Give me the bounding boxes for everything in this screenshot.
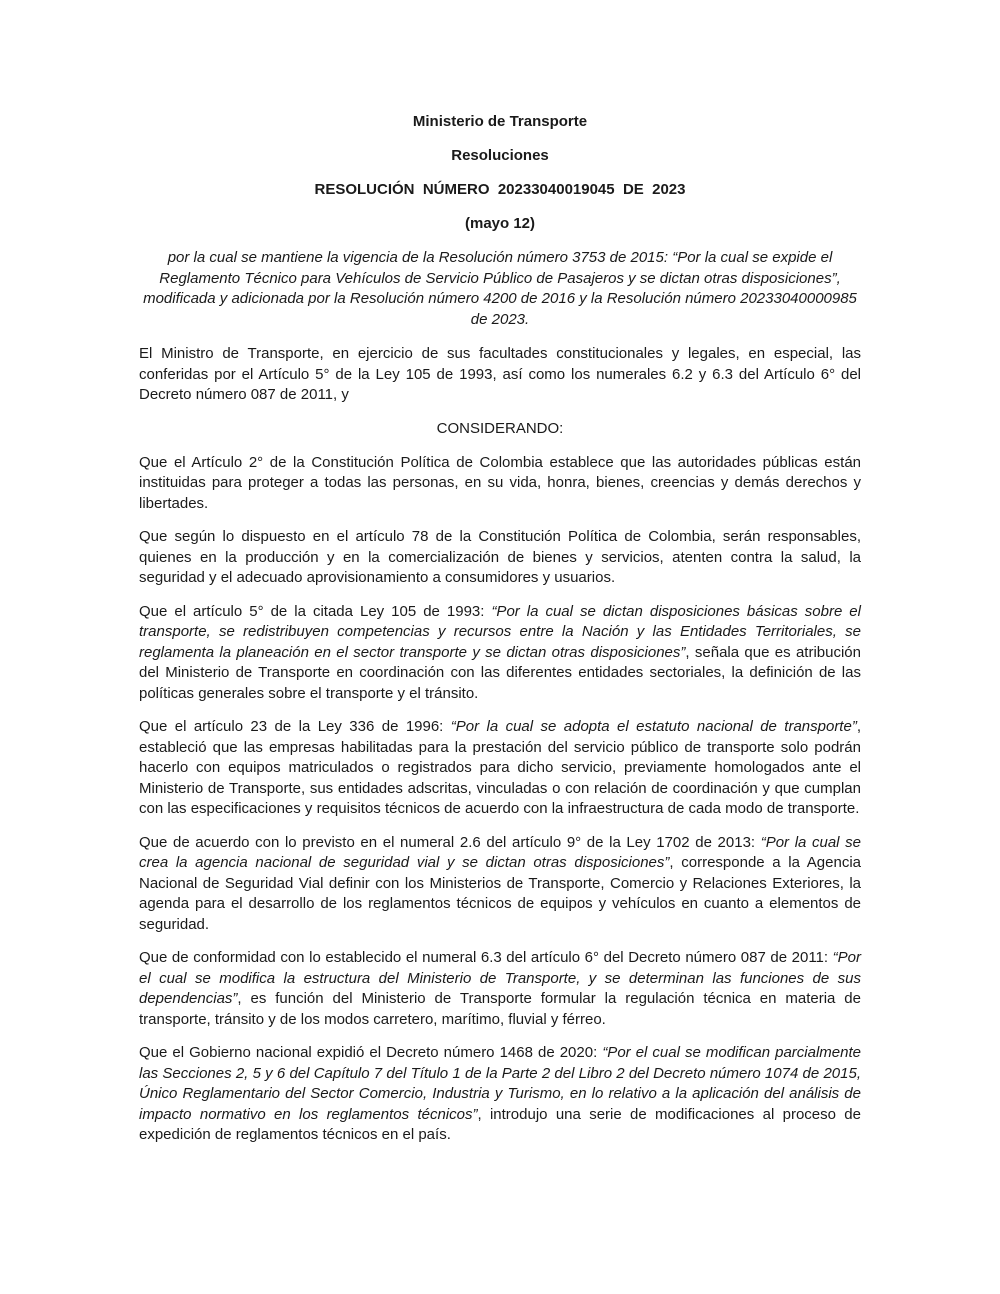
paragraph-4-pre: Que el artículo 23 de la Ley 336 de 1996: bbox=[139, 718, 451, 735]
paragraph-6-post: , es función del Ministerio de Transporte formular la regulación técnica en materia de transporte, tránsito y de los modos carretero, marítimo, fluvial y férreo. bbox=[139, 990, 861, 1028]
resolution-date: (mayo 12) bbox=[464, 215, 536, 232]
paragraph-2 bbox=[139, 527, 861, 589]
considerando-heading: CONSIDERANDO: bbox=[436, 419, 564, 437]
resolution-subtitle: por la cual se mantiene la vigencia de la Resolución número 3753 de 2015: “Por la cual se expide el Reglamento Técnico para Vehículos de Servicio Público de Pasajeros y se dictan otras disposiciones”, modificada y adicionada por la Resolución número 4200 de 2016 y la Resolución número 20233040000985 de 2023. bbox=[143, 249, 857, 328]
resolution-number: RESOLUCIÓN NÚMERO 20233040019045 DE 2023 bbox=[314, 181, 686, 198]
paragraph-3-pre: Que el artículo 5° de la citada Ley 105 de 1993: bbox=[139, 602, 492, 620]
paragraph-6-pre: Que de conformidad con lo establecido el numeral 6.3 del artículo 6° del Decreto número 087 de 2011: bbox=[139, 949, 833, 966]
paragraph-4 bbox=[139, 717, 861, 820]
paragraph-1-text: Que el Artículo 2° de la Constitución Política de Colombia establece que las autoridades públicas están instituidas para proteger a todas las personas, en su vida, honra, bienes, creencias y demás derechos y libertades. bbox=[139, 453, 861, 512]
paragraph-5 bbox=[139, 833, 861, 936]
document-page bbox=[139, 112, 861, 1159]
paragraph-7-pre: Que el Gobierno nacional expidió el Decreto número 1468 de 2020: bbox=[139, 1044, 603, 1061]
paragraph-2-text: Que según lo dispuesto en el artículo 78 de la Constitución Política de Colombia, serán responsables, quienes en la producción y en la comercialización de bienes y servicios, atenten contra la salud, la seguridad y el adecuado aprovisionamiento a consumidores y usuarios. bbox=[139, 528, 861, 586]
paragraph-3 bbox=[139, 602, 861, 705]
paragraph-7-post: , introdujo una serie de modificaciones al proceso de expedición de reglamentos técnicos en el país. bbox=[139, 1105, 861, 1143]
paragraph-5-pre: Que de acuerdo con lo previsto en el numeral 2.6 del artículo 9° de la Ley 1702 de 2013: bbox=[139, 833, 761, 851]
paragraph-7 bbox=[139, 1043, 861, 1146]
paragraph-6-quote: “Por el cual se modifica la estructura del Ministerio de Transporte, y se determinan las funciones de sus dependencias” bbox=[139, 949, 861, 1007]
intro-paragraph: El Ministro de Transporte, en ejercicio de sus facultades constitucionales y legales, en especial, las conferidas por el Artículo 5° de la Ley 105 de 1993, así como los numerales 6.2 y 6.3 del Artículo 6° del Decreto número 087 de 2011, y bbox=[139, 345, 861, 403]
paragraph-4-post: , estableció que las empresas habilitadas para la prestación del servicio público de transporte solo podrán hacerlo con equipos matriculados o registrados para dicho servicio, previamente homologados ante el Ministerio de Transporte, sus entidades adscritas, vinculadas o con relación de coordinación y que cumplan con las especificaciones y requisitos técnicos de acuerdo con la infraestructura de cada modo de transporte. bbox=[139, 718, 861, 817]
section-heading: Resoluciones bbox=[451, 147, 549, 164]
paragraph-5-quote: “Por la cual se crea la agencia nacional de seguridad vial y se dictan otras disposiciones” bbox=[139, 833, 861, 871]
paragraph-7-quote: “Por el cual se modifican parcialmente las Secciones 2, 5 y 6 del Capítulo 7 del Título 1 de la Parte 2 del Libro 2 del Decreto número 1074 de 2015, Único Reglamentario del Sector Comercio, Industria y Turismo, en lo relativo a la aplicación del análisis de impacto normativo en los reglamentos técnicos” bbox=[139, 1044, 861, 1123]
paragraph-3-post: , señala que es atribución del Ministerio de Transporte en coordinación con las diferentes entidades sectoriales, la definición de las políticas generales sobre el transporte y el tránsito. bbox=[139, 643, 861, 702]
paragraph-4-quote: “Por la cual se adopta el estatuto nacional de transporte” bbox=[450, 718, 857, 735]
paragraph-1 bbox=[139, 453, 861, 515]
paragraph-6 bbox=[139, 948, 861, 1030]
paragraph-5-post: , corresponde a la Agencia Nacional de Seguridad Vial definir con los Ministerios de Transporte, Comercio y Relaciones Exteriores, la agenda para el desarrollo de los reglamentos técnicos de equipos y vehículos en cuanto a elementos de seguridad. bbox=[139, 854, 862, 933]
ministry-heading: Ministerio de Transporte bbox=[412, 113, 588, 130]
paragraph-3-quote: “Por la cual se dictan disposiciones básicas sobre el transporte, se redistribuyen competencias y recursos entre la Nación y las Entidades Territoriales, se reglamenta la planeación en el sector transporte y se dictan otras disposiciones” bbox=[139, 602, 861, 661]
